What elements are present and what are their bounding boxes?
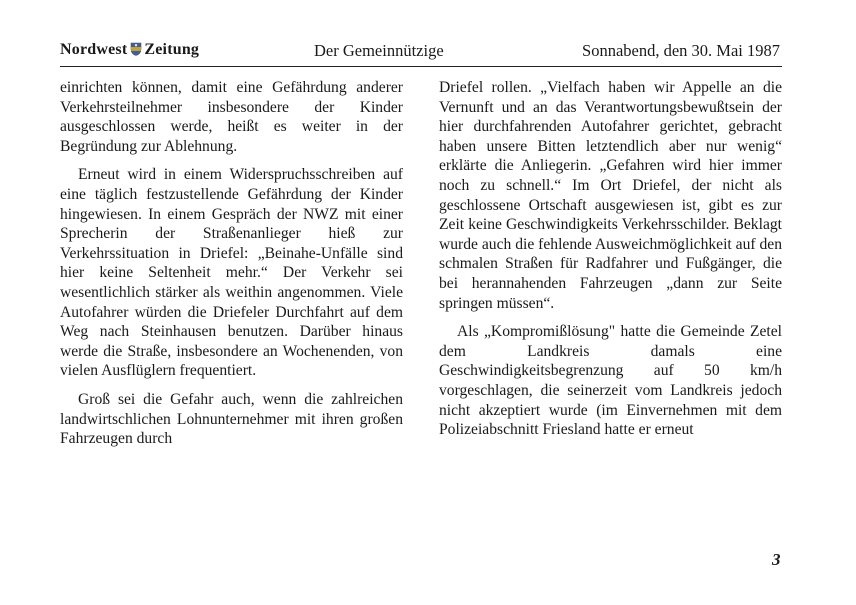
left-paragraph-3: Groß sei die Gefahr auch, wenn die zahlreichen landwirtschlichen Lohnunternehmer mit ihren großen Fahrzeugen durch [60, 390, 403, 448]
crest-icon [130, 42, 142, 56]
issue-date: Sonnabend, den 30. Mai 1987 [582, 41, 780, 60]
masthead-word-nordwest: Nordwest [60, 41, 128, 58]
right-paragraph-2: Als „Kompromißlösung" hatte die Gemeinde Zetel dem Landkreis damals eine Geschwindigkeitsbegrenzung auf 50 km/h vorgeschlagen, die seinerzeit vom Landkreis jedoch nicht akzeptiert wurde (im Einvernehmen mit dem Polizeiabschnitt Friesland hatte er erneut [439, 323, 782, 439]
page-header [60, 41, 780, 65]
right-column [439, 78, 782, 440]
masthead-word-zeitung: Zeitung [144, 41, 200, 58]
header-rule [60, 66, 782, 67]
right-paragraph-1: Driefel rollen. „Vielfach haben wir Appelle an die Vernunft und an das Verantwortungsbewußtsein der hier durchfahrenden Autofahrer gerichtet, gebracht haben unsere Bitten letztendlich aber nur wenig“ erklärte die Anliegerin. „Gefahren wird hier immer noch zu schnell.“ Im Ort Driefel, der nicht als geschlossene Ortschaft ausgewiesen ist, gibt es zur Zeit keine Geschwindigkeits Verkehrsschilder. Beklagt wurde auch die fehlende Ausweichmöglichkeit auf den schmalen Straßen für Radfahrer und Fußgänger, die bei herannahenden Fahrzeugen „dann zur Seite springen müssen“. [439, 79, 782, 312]
left-column [60, 78, 403, 449]
masthead [60, 41, 199, 59]
page-number: 3 [772, 550, 781, 569]
left-paragraph-1: einrichten können, damit eine Gefährdung anderer Verkehrsteilnehmer insbesondere der Kinder ausgeschlossen werde, heißt es weiter in der Begründung zur Ablehnung. [60, 79, 403, 155]
publication-title: Der Gemeinnützige [314, 41, 444, 60]
left-paragraph-2: Erneut wird in einem Widerspruchsschreiben auf eine täglich festzustellende Gefährdung der Kinder hingewiesen. In einem Gespräch der NWZ mit einer Sprecherin der Straßenanlieger hieß zur Verkehrssituation in Driefel: „Beinahe-Unfälle sind hier keine Seltenheit mehr.“ Der Verkehr sei wesentlichlich stärker als weithin angenommen. Viele Autofahrer würden die Driefeler Durchfahrt auf dem Weg nach Steinhausen benutzen. Darüber hinaus werde die Straße, insbesondere an Wochenenden, von vielen Ausflüglern frequentiert. [60, 166, 403, 380]
